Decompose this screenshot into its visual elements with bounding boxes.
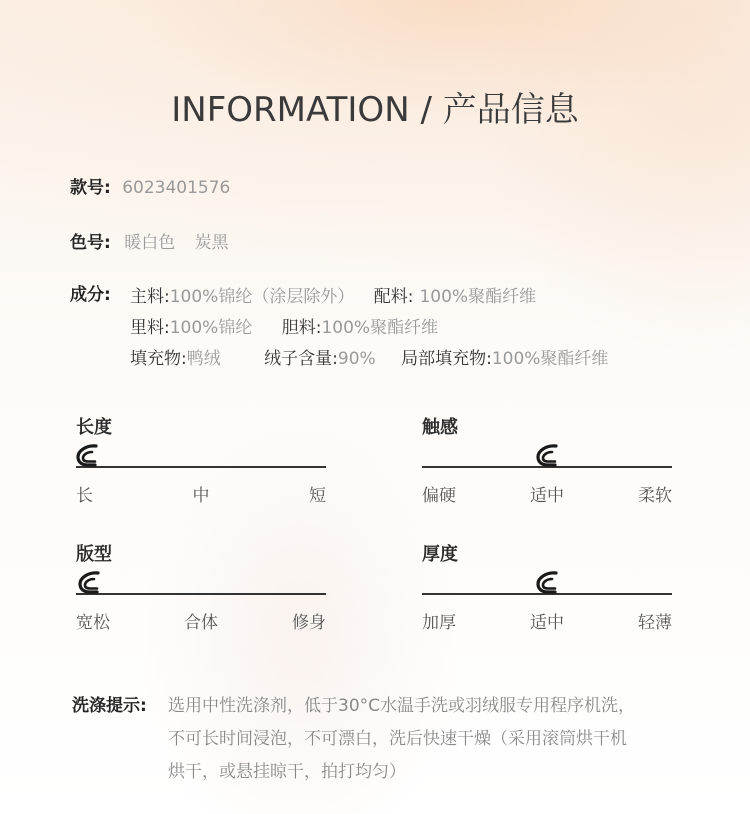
touch-scale (422, 413, 672, 513)
composition-label: 成分: (70, 285, 111, 305)
touch-option-moderate: 适中 (530, 486, 564, 506)
brand-leaf-icon (536, 570, 558, 594)
thickness-option-light: 轻薄 (638, 613, 672, 633)
composition-label-row (70, 280, 111, 305)
length-option-medium: 中 (192, 486, 210, 506)
touch-option-soft: 柔软 (638, 486, 672, 506)
accessory-material-value: 100%聚酯纤维 (419, 287, 537, 307)
inner-bag-label: 胆料: (281, 318, 322, 338)
brand-leaf-icon (78, 570, 100, 594)
partial-filling-label: 局部填充物: (401, 349, 492, 369)
washing-line: 烘干，或悬挂晾干，拍打均匀） (168, 762, 406, 782)
fit-scale-title: 版型 (76, 544, 112, 565)
page-title: INFORMATION / 产品信息 (171, 90, 579, 130)
color-value-warm-white: 暖白色 (124, 233, 176, 253)
fit-option-loose: 宽松 (76, 613, 110, 633)
color-row (70, 228, 229, 253)
fit-scale-track (76, 593, 326, 595)
washing-text (168, 690, 688, 789)
fit-scale (76, 540, 326, 640)
thickness-option-moderate: 适中 (530, 613, 564, 633)
thickness-scale (422, 540, 672, 640)
touch-scale-title: 触感 (422, 417, 458, 438)
brand-leaf-icon (536, 443, 558, 467)
length-scale-track (76, 466, 326, 468)
style-number-label: 款号: (70, 178, 111, 198)
composition-line-3 (130, 344, 608, 369)
style-number-row (70, 173, 230, 198)
lining-value: 100%锦纶 (169, 318, 253, 338)
accessory-material-label: 配料: (373, 287, 414, 307)
filling-label: 填充物: (130, 349, 187, 369)
down-content-value: 90% (337, 349, 376, 369)
length-option-short: 短 (309, 486, 326, 506)
fit-option-regular: 合体 (184, 613, 218, 633)
style-number-value: 6023401576 (122, 178, 231, 198)
composition-line-1 (130, 282, 536, 307)
length-option-long: 长 (76, 486, 93, 506)
lining-label: 里料: (130, 318, 170, 338)
main-material-label: 主料: (130, 287, 170, 307)
fit-option-slim: 修身 (292, 613, 326, 633)
composition-line-2 (130, 313, 438, 338)
thickness-scale-title: 厚度 (422, 544, 458, 565)
length-scale (76, 413, 326, 513)
partial-filling-value: 100%聚酯纤维 (491, 349, 609, 369)
washing-line: 不可长时间浸泡，不可漂白，洗后快速干燥（采用滚筒烘干机 (168, 729, 627, 749)
thickness-option-thick: 加厚 (422, 613, 456, 633)
length-scale-title: 长度 (76, 417, 112, 438)
filling-value: 鸭绒 (186, 349, 221, 369)
inner-bag-value: 100%聚酯纤维 (321, 318, 439, 338)
color-value-charcoal: 炭黑 (194, 233, 229, 253)
touch-option-stiff: 偏硬 (422, 486, 456, 506)
washing-label: 洗涤提示: (72, 696, 147, 716)
main-material-value: 100%锦纶（涂层除外） (169, 287, 355, 307)
washing-line: 选用中性洗涤剂，低于30°C水温手洗或羽绒服专用程序机洗， (168, 696, 636, 716)
color-label: 色号: (70, 233, 111, 253)
brand-leaf-icon (76, 443, 98, 467)
down-content-label: 绒子含量: (264, 349, 338, 369)
